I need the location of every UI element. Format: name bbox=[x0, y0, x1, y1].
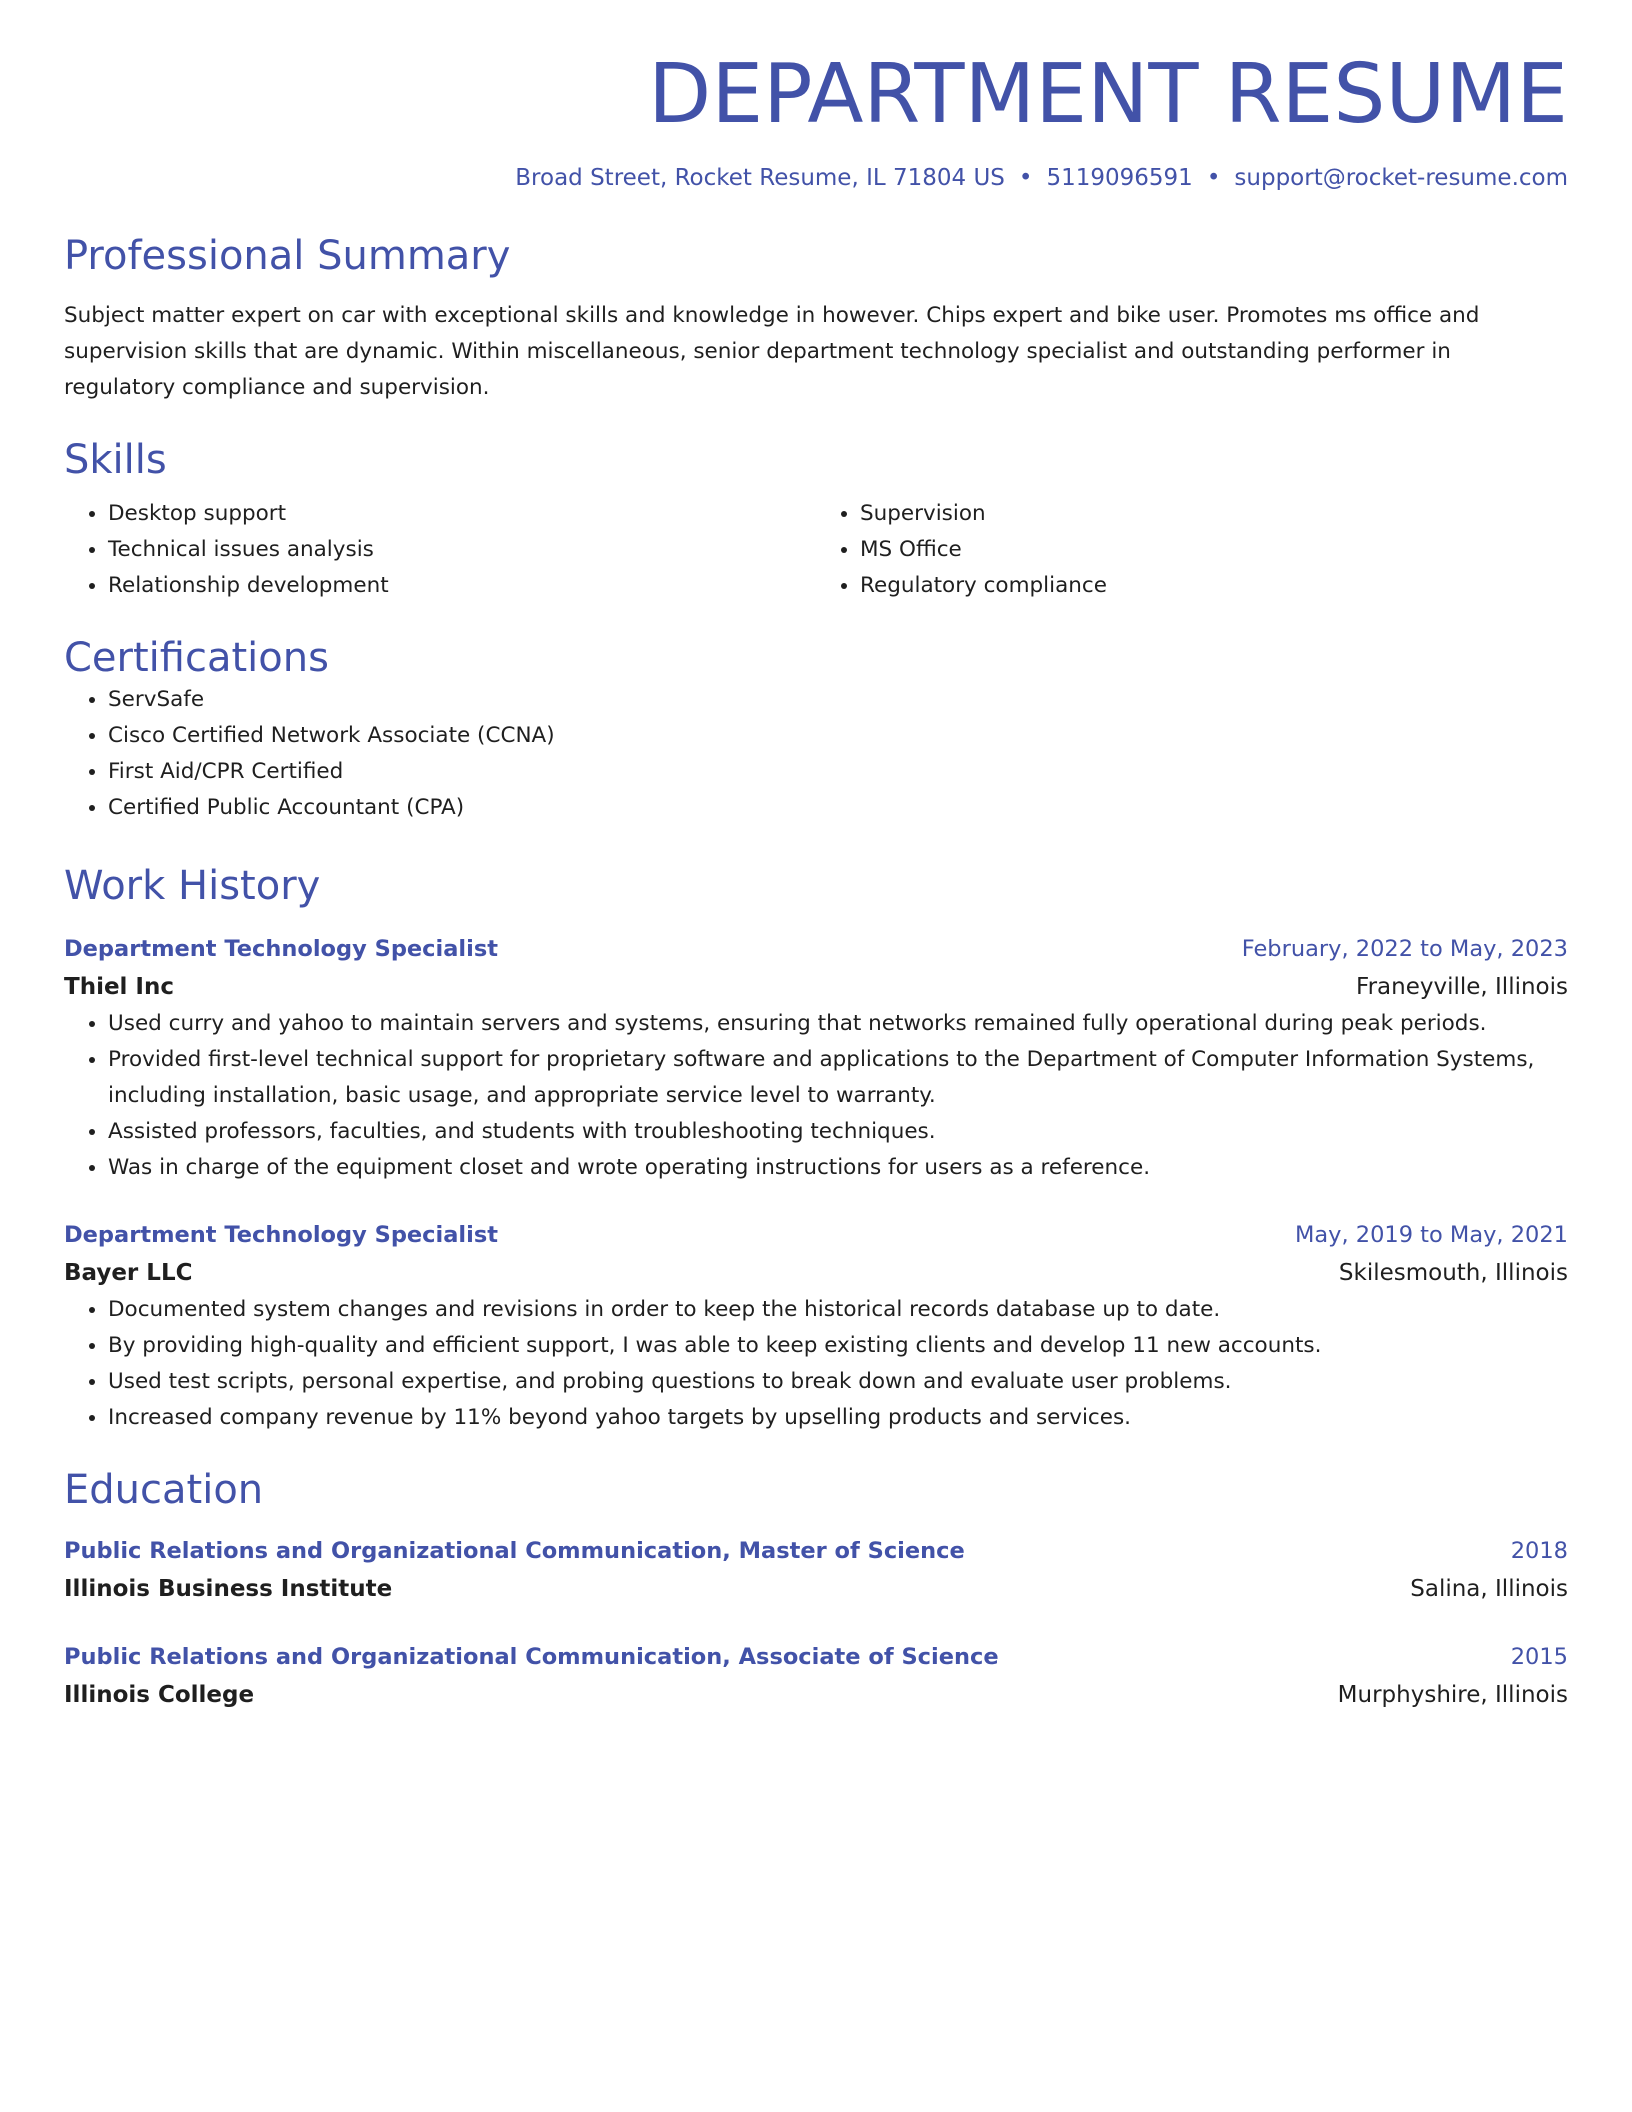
graduation-year: 2015 bbox=[1510, 1644, 1568, 1671]
education-entry bbox=[64, 1638, 1568, 1714]
resume-name: DEPARTMENT RESUME bbox=[648, 47, 1568, 142]
job-bullet: • By providing high-quality and efficient support, I was able to keep existing clients and develop 11 new accounts. bbox=[108, 1328, 1568, 1364]
job-bullets bbox=[64, 1006, 1568, 1186]
skill-item: • Desktop support bbox=[108, 496, 816, 532]
skills-column-left bbox=[64, 496, 816, 604]
contact-line bbox=[64, 164, 1568, 194]
work-entry-subheader bbox=[64, 968, 1568, 1006]
job-bullets bbox=[64, 1292, 1568, 1436]
job-title: Department Technology Specialist bbox=[64, 936, 498, 963]
work-entry-subheader bbox=[64, 1254, 1568, 1292]
job-bullet: • Used test scripts, personal expertise, and probing questions to break down and evaluate user problems. bbox=[108, 1364, 1568, 1400]
contact-address: Broad Street, Rocket Resume, IL 71804 US bbox=[515, 165, 1005, 192]
section-title-certifications: Certifications bbox=[64, 635, 329, 682]
job-bullet: • Used curry and yahoo to maintain servers and systems, ensuring that networks remained fully operational during peak periods. bbox=[108, 1006, 1568, 1042]
section-title-work-history: Work History bbox=[64, 863, 321, 910]
job-bullet: • Assisted professors, faculties, and students with troubleshooting techniques. bbox=[108, 1114, 1568, 1150]
degree-title: Public Relations and Organizational Communication, Master of Science bbox=[64, 1538, 965, 1565]
graduation-year: 2018 bbox=[1510, 1538, 1568, 1565]
degree-title: Public Relations and Organizational Communication, Associate of Science bbox=[64, 1644, 999, 1671]
skill-item: • MS Office bbox=[860, 532, 1568, 568]
section-title-summary: Professional Summary bbox=[64, 233, 511, 280]
education-entry bbox=[64, 1532, 1568, 1608]
job-dates: February, 2022 to May, 2023 bbox=[1241, 936, 1568, 963]
contact-separator: • bbox=[1206, 165, 1221, 192]
company-name: Thiel Inc bbox=[64, 974, 175, 1001]
section-title-skills: Skills bbox=[64, 437, 167, 484]
skills-column-right bbox=[816, 496, 1568, 604]
job-location: Skilesmouth, Illinois bbox=[1338, 1260, 1568, 1287]
work-entry bbox=[64, 930, 1568, 1186]
school-name: Illinois College bbox=[64, 1682, 255, 1709]
work-entry-header bbox=[64, 1216, 1568, 1254]
school-location: Murphyshire, Illinois bbox=[1337, 1682, 1568, 1709]
job-bullet: • Was in charge of the equipment closet and wrote operating instructions for users as a reference. bbox=[108, 1150, 1568, 1186]
education-entry-subheader bbox=[64, 1570, 1568, 1608]
contact-separator: • bbox=[1018, 165, 1033, 192]
job-bullet: • Increased company revenue by 11% beyond yahoo targets by upselling products and services. bbox=[108, 1400, 1568, 1436]
certifications-list bbox=[64, 682, 1568, 826]
education-entry-subheader bbox=[64, 1676, 1568, 1714]
skills-list-left bbox=[64, 496, 816, 604]
education-entry-header bbox=[64, 1638, 1568, 1676]
work-entry-header bbox=[64, 930, 1568, 968]
job-bullet: • Provided first-level technical support for proprietary software and applications to the Department of Computer Information Systems, including installation, basic usage, and appropriate service level to warranty. bbox=[108, 1042, 1568, 1114]
certification-item: • Cisco Certified Network Associate (CCNA) bbox=[108, 718, 1568, 754]
job-location: Franeyville, Illinois bbox=[1356, 974, 1568, 1001]
work-entry bbox=[64, 1216, 1568, 1436]
skill-item: • Technical issues analysis bbox=[108, 532, 816, 568]
certification-item: • Certified Public Accountant (CPA) bbox=[108, 790, 1568, 826]
skill-item: • Relationship development bbox=[108, 568, 816, 604]
skills-grid bbox=[64, 496, 1568, 604]
contact-phone[interactable]: 5119096591 bbox=[1046, 165, 1193, 192]
education-entry-header bbox=[64, 1532, 1568, 1570]
contact-email[interactable]: support@rocket-resume.com bbox=[1234, 165, 1568, 192]
job-dates: May, 2019 to May, 2021 bbox=[1294, 1222, 1568, 1249]
skill-item: • Supervision bbox=[860, 496, 1568, 532]
certification-item: • ServSafe bbox=[108, 682, 1568, 718]
school-location: Salina, Illinois bbox=[1410, 1576, 1568, 1603]
certification-item: • First Aid/CPR Certified bbox=[108, 754, 1568, 790]
company-name: Bayer LLC bbox=[64, 1260, 193, 1287]
section-title-education: Education bbox=[64, 1467, 264, 1514]
skills-list-right bbox=[816, 496, 1568, 604]
skill-item: • Regulatory compliance bbox=[860, 568, 1568, 604]
job-title: Department Technology Specialist bbox=[64, 1222, 498, 1249]
summary-text: Subject matter expert on car with exceptional skills and knowledge in however. Chips expert and bike user. Promotes ms office and supervision skills that are dynamic. Within miscellaneous, senior department technology specialist and outstanding performer in regulatory compliance and supervision. bbox=[64, 303, 1480, 401]
school-name: Illinois Business Institute bbox=[64, 1576, 393, 1603]
job-bullet: • Documented system changes and revisions in order to keep the historical records database up to date. bbox=[108, 1292, 1568, 1328]
